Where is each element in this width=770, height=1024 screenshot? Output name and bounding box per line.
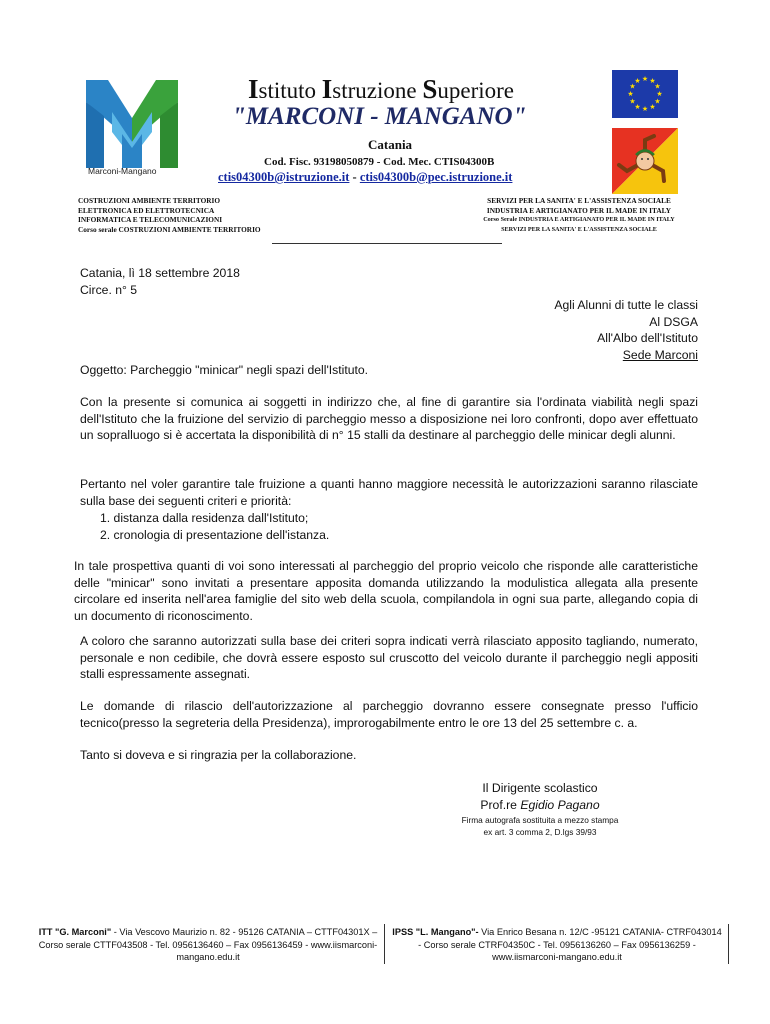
email-separator: - <box>349 170 360 184</box>
recipient: All'Albo dell'Istituto <box>597 331 698 345</box>
institute-codes: Cod. Fisc. 93198050879 - Cod. Mec. CTIS04300B <box>264 156 495 168</box>
footer-divider <box>728 924 729 964</box>
svg-text:★: ★ <box>641 105 649 113</box>
course-item: INDUSTRIA E ARTIGIANATO PER IL MADE IN ITALY <box>486 205 672 215</box>
place-and-date: Catania, lì 18 settembre 2018 <box>80 266 240 280</box>
footer-itt-address <box>38 926 378 964</box>
signatory-name <box>440 797 640 814</box>
courses-left-list <box>78 196 261 234</box>
svg-text:★: ★ <box>629 82 636 91</box>
paragraph-2: Pertanto nel voler garantire tale fruizione a quanti hanno maggiore necessità le autorizzazioni saranno rilasciate sulla base dei seguenti criteri e priorità: <box>80 477 698 508</box>
course-item: SERVIZI PER LA SANITA' E L'ASSISTENZA SOCIALE <box>487 196 671 205</box>
paragraph-5: Le domande di rilascio dell'autorizzazione al parcheggio dovranno essere consegnate presso l'ufficio tecnico(presso la segreteria della Presidenza), improrogabilmente entro le ore 13 del 25 settembre c. a. <box>80 699 698 730</box>
signatory-name-text: Egidio Pagano <box>520 798 600 812</box>
svg-text:★: ★ <box>634 103 641 111</box>
institute-city: Catania <box>368 137 413 152</box>
footer-itt-details: - Via Vescovo Maurizio n. 82 - 95126 CATANIA – CTTF04301X – Corso serale CTTF043508 - Tel. 0956136460 – Fax 0956136459 - www.iismarconi-mangano.edu.it <box>38 927 378 962</box>
paragraph-1: Con la presente si comunica ai soggetti in indirizzo che, al fine di garantire sia l'ordinata viabilità negli spazi dell'Istituto che la fruizione del servizio di parcheggio messo a disposizione nei loro confronti, dopo aver effettuato un sopralluogo si è accertata la disponibilità di n° 15 stalli da destinare al parcheggio delle minicar degli alunni. <box>80 395 698 442</box>
institute-name-text: "MARCONI - MANGANO" <box>232 103 527 130</box>
pec-email-link[interactable]: ctis04300b@pec.istruzione.it <box>359 170 513 184</box>
svg-text:★: ★ <box>649 103 656 111</box>
footer-ipss-name: IPSS "L. Mangano"- <box>392 927 479 937</box>
svg-text:★: ★ <box>656 90 663 98</box>
footer-ipss-details: Via Enrico Besana n. 12/C -95121 CATANIA- CTRF043014 - Corso serale CTRF04350C - Tel. 0956136260 – Fax 0956136259 - www.iismarconi-mangano.edu.it <box>418 927 722 962</box>
svg-text:★: ★ <box>629 97 636 106</box>
signature-note-line: ex art. 3 comma 2, D.lgs 39/93 <box>483 827 597 837</box>
institute-emails <box>218 170 512 185</box>
signature-note <box>440 814 640 838</box>
svg-text:★: ★ <box>641 75 649 83</box>
course-item: COSTRUZIONI AMBIENTE TERRITORIO <box>78 196 221 205</box>
list-item: 1. distanza dalla residenza dall'Istituto; <box>100 511 309 525</box>
svg-text:★: ★ <box>627 90 634 98</box>
institute-title <box>248 74 514 105</box>
title-initial-3: S <box>422 74 438 104</box>
signature-block <box>440 780 640 838</box>
recipient: Sede Marconi <box>622 347 698 362</box>
criteria-list <box>100 510 329 544</box>
courses-right-list <box>470 196 688 234</box>
recipient: Al DSGA <box>649 314 698 329</box>
subject-line: Oggetto: Parcheggio "minicar" negli spazi dell'Istituto. <box>80 363 369 377</box>
signatory-role: Il Dirigente scolastico <box>482 781 598 795</box>
title-initial-1: I <box>248 74 259 104</box>
course-item: INFORMATICA E TELECOMUNICAZIONI <box>78 215 223 224</box>
eu-flag-icon <box>612 70 678 118</box>
recipient: Agli Alunni di tutte le classi <box>554 298 698 312</box>
paragraph-3: In tale prospettiva quanti di voi sono interessati al parcheggio del proprio veicolo che risponde alle caratteristiche delle "minicar" sono invitati a presentare apposita domanda utilizzando la modulistica allegata alla presente circolare ed inserita nell'area famiglie del sito web della scuola, compilandola in ogni sua parte, allegando copia di un documento di riconoscimento. <box>74 559 698 623</box>
svg-text:★: ★ <box>654 97 661 106</box>
footer-itt-name: ITT "G. Marconi" <box>38 927 112 937</box>
footer-divider <box>384 924 385 964</box>
svg-text:★: ★ <box>654 82 661 91</box>
course-item: Corso serale COSTRUZIONI AMBIENTE TERRITORIO <box>78 224 261 234</box>
institute-name <box>232 103 526 131</box>
course-item: ELETTRONICA ED ELETTROTECNICA <box>78 205 215 215</box>
svg-text:★: ★ <box>649 77 656 85</box>
header-divider <box>272 243 502 244</box>
sicily-flag-icon <box>612 128 678 194</box>
logo-caption: Marconi-Mangano <box>88 166 157 176</box>
title-initial-2: I <box>321 74 333 104</box>
signature-note-line: Firma autografa sostituita a mezzo stampa <box>461 815 619 825</box>
title-word-2: struzione <box>332 78 423 103</box>
title-word-3: uperiore <box>437 78 515 103</box>
svg-text:★: ★ <box>634 77 641 85</box>
list-item: 2. cronologia di presentazione dell'istanza. <box>100 528 330 542</box>
circular-number: Circe. n° 5 <box>80 283 138 297</box>
closing-line: Tanto si doveva e si ringrazia per la collaborazione. <box>80 748 357 762</box>
paragraph-4: A coloro che saranno autorizzati sulla base dei criteri sopra indicati verrà rilasciato apposito tagliando, numerato, personale e non cedibile, che dovrà essere esposto sul cruscotto del veicolo durante il parcheggio negli appositi stalli espressamente assegnati. <box>80 634 698 681</box>
email-link[interactable]: ctis04300b@istruzione.it <box>218 170 350 184</box>
signatory-prefix: Prof.re <box>480 798 521 812</box>
course-item: Corso Serale INDUSTRIA E ARTIGIANATO PER IL MADE IN ITALY <box>483 216 675 223</box>
footer-ipss-address <box>392 926 722 964</box>
title-word-1: stituto <box>258 78 322 103</box>
course-item: SERVIZI PER LA SANITA' E L'ASSISTENZA SOCIALE <box>501 225 657 233</box>
recipients-block <box>470 297 698 363</box>
